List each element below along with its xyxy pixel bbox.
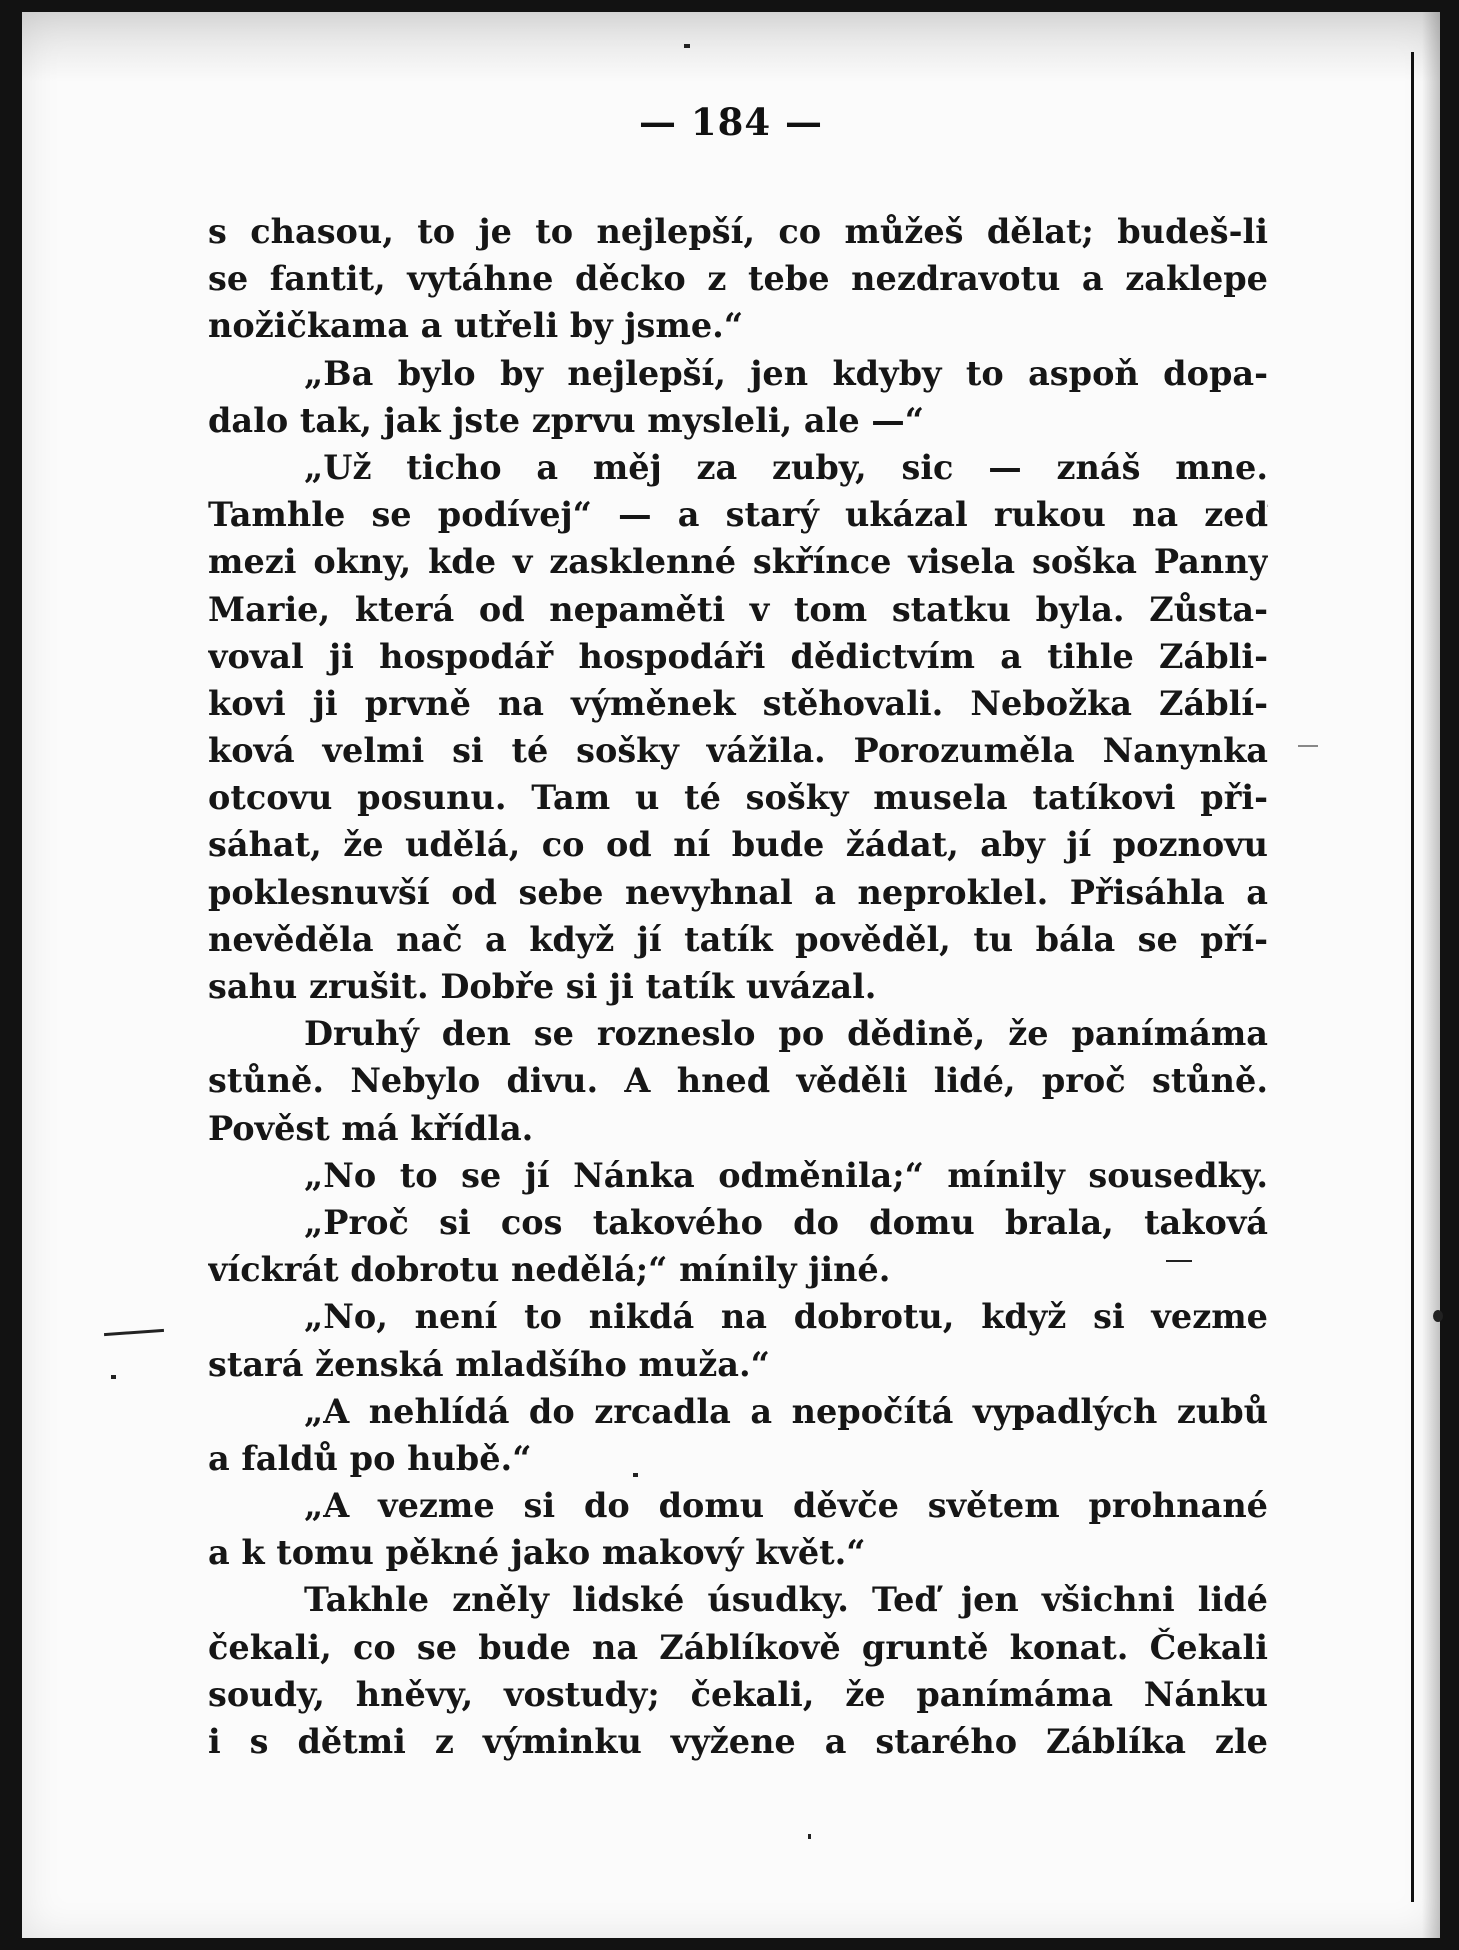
scan-mark — [111, 1375, 116, 1379]
text-line: víckrát dobrotu nedělá;“ mínily jiné. — [208, 1250, 891, 1290]
text-line: „Už ticho a měj za zuby, sic — znáš mne. — [304, 447, 1268, 487]
text-line: i s dětmi z výminku vyžene a starého Záblíka zle — [208, 1722, 1268, 1761]
text-line: a k tomu pěkné jako makový květ.“ — [208, 1533, 866, 1573]
scan-mark — [1433, 1310, 1443, 1322]
text-line: Pověst má křídla. — [208, 1108, 534, 1148]
text-line: poklesnuvší od sebe nevyhnal a neproklel. Přisáhla a — [208, 872, 1268, 912]
text-line: „A vezme si do domu děvče světem prohnané — [304, 1486, 1268, 1526]
page-edge-rule — [1411, 52, 1414, 1902]
text-line: „No, není to nikdá na dobrotu, když si vezme — [304, 1297, 1268, 1337]
text-line: se fantit, vytáhne děcko z tebe nezdravotu a zaklepe — [208, 259, 1268, 299]
text-line: kovi ji prvně na výměnek stěhovali. Nebožka Záblí- — [208, 683, 1268, 723]
text-line: stará ženská mladšího muža.“ — [208, 1344, 770, 1384]
text-line: mezi okny, kde v zasklenné skřínce visela soška Panny — [208, 542, 1268, 582]
scan-mark — [808, 1834, 811, 1839]
text-line: otcovu posunu. Tam u té sošky musela tatíkovi při- — [208, 778, 1268, 818]
body-text — [208, 208, 1268, 1765]
text-line: dalo tak, jak jste zprvu mysleli, ale —“ — [208, 400, 925, 440]
text-line: „Proč si cos takového do domu brala, taková — [304, 1202, 1268, 1242]
text-line: Druhý den se rozneslo po dědině, že panímáma — [304, 1014, 1268, 1054]
page-number: — 184 — — [639, 100, 823, 144]
text-line: „A nehlídá do zrcadla a nepočítá vypadlých zubů — [304, 1391, 1268, 1431]
text-line: s chasou, to je to nejlepší, co můžeš dělat; budeš-li — [208, 212, 1268, 251]
text-line: čekali, co se bude na Záblíkově gruntě konat. Čekali — [208, 1627, 1268, 1667]
scan-mark — [1298, 745, 1318, 747]
text-line: nožičkama a utřeli by jsme.“ — [208, 306, 744, 346]
text-line: sáhat, že udělá, co od ní bude žádat, aby jí poznovu — [208, 825, 1268, 865]
scan-mark — [633, 1473, 638, 1477]
book-page — [22, 12, 1440, 1938]
text-line: ková velmi si té sošky vážila. Porozuměla Nanynka — [208, 731, 1268, 771]
text-line: stůně. Nebylo divu. A hned věděli lidé, proč stůně. — [208, 1061, 1268, 1101]
text-line: sahu zrušit. Dobře si ji tatík uvázal. — [208, 967, 877, 1006]
text-line: nevěděla nač a když jí tatík pověděl, tu bála se pří- — [208, 919, 1268, 959]
text-line: Takhle zněly lidské úsudky. Teď jen všichni lidé — [304, 1580, 1268, 1620]
text-line: soudy, hněvy, vostudy; čekali, že panímáma Nánku — [208, 1674, 1268, 1714]
scan-mark — [684, 44, 690, 48]
text-line: Marie, která od nepaměti v tom statku byla. Zůsta- — [208, 589, 1268, 629]
text-line: Tamhle se podívej“ — a starý ukázal rukou na zeď — [208, 495, 1268, 535]
text-line: a faldů po hubě.“ — [208, 1438, 532, 1478]
text-line: „No to se jí Nánka odměnila;“ mínily sousedky. — [304, 1155, 1268, 1195]
scan-mark — [1166, 1260, 1192, 1262]
text-line: voval ji hospodář hospodáři dědictvím a tihle Zábli- — [208, 636, 1268, 676]
text-line: „Ba bylo by nejlepší, jen kdyby to aspoň dopa- — [304, 353, 1268, 393]
